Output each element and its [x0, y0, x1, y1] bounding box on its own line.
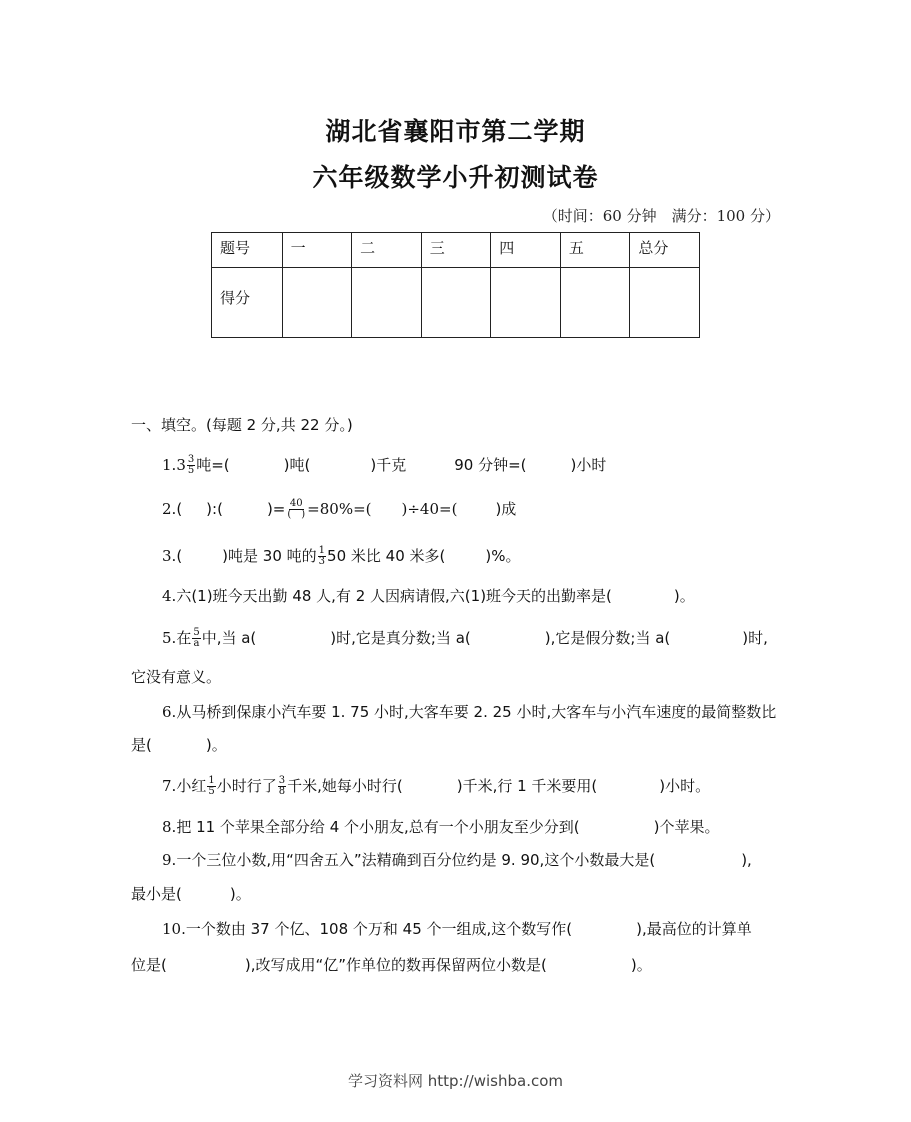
question-text: )%。: [485, 547, 521, 565]
question-8: [162, 817, 720, 837]
fraction: [207, 776, 215, 797]
question-number: 3.: [162, 547, 177, 565]
fraction: [192, 628, 200, 649]
question-text: )小时: [570, 456, 607, 474]
question-text: )。: [229, 885, 251, 903]
question-text: )。: [630, 956, 652, 974]
footer-watermark: 学习资料网 http://wishba.com: [348, 1072, 563, 1090]
page-title: 湖北省襄阳市第二学期: [325, 117, 586, 146]
fraction-denominator: 8: [278, 786, 286, 797]
fraction-numerator: 1: [208, 775, 215, 786]
score-table-header-cell: 题号: [212, 233, 283, 268]
question-number: 6.: [162, 703, 177, 721]
exam-info: （时间：60 分钟 满分：100 分）: [542, 207, 780, 225]
question-text: )个苹果。: [653, 818, 720, 836]
score-cell[interactable]: [421, 268, 491, 338]
question-text: )小时。: [659, 777, 711, 795]
question-text: =80%=(: [307, 500, 372, 518]
whole-part: 3: [176, 456, 186, 474]
score-table-header-cell: 五: [560, 233, 630, 268]
question-10: [162, 919, 752, 939]
question-text: 一个三位小数,用“四舍五入”法精确到百分位约是 9. 90,这个小数最大是(: [176, 851, 656, 869]
score-table-score-row: [212, 268, 700, 338]
score-cell[interactable]: [491, 268, 561, 338]
score-table-header-cell: 三: [421, 233, 491, 268]
question-text: ),: [741, 851, 752, 869]
fraction-numerator: 3: [187, 454, 195, 465]
question-9: [162, 850, 752, 870]
question-text: 从马桥到保康小汽车要 1. 75 小时,大客车要 2. 25 小时,大客车与小汽车速度的最简整数比: [176, 703, 777, 721]
question-3: [162, 546, 520, 567]
question-text: 小时行了: [216, 777, 277, 795]
question-number: 2.: [162, 500, 177, 518]
fraction-numerator: 3: [278, 775, 286, 786]
question-number: 9.: [162, 851, 177, 869]
question-number: 5.: [162, 629, 177, 647]
score-cell[interactable]: [630, 268, 700, 338]
question-text: 50 米比 40 米多(: [327, 547, 446, 565]
question-6-continued: [131, 735, 227, 755]
question-text: )。: [673, 587, 695, 605]
fraction-numerator: 40: [289, 498, 303, 509]
score-table: [211, 232, 700, 338]
question-text: 小红: [176, 777, 207, 795]
question-text: ):(: [206, 500, 223, 518]
question-text: )成: [495, 500, 517, 518]
question-text: 最小是(: [131, 885, 182, 903]
score-cell[interactable]: [352, 268, 422, 338]
section-heading: 一、填空。(每题 2 分,共 22 分。): [131, 416, 353, 434]
score-table-header-row: [212, 233, 700, 268]
fraction: [318, 546, 326, 567]
question-number: 7.: [162, 777, 177, 795]
score-row-label: 得分: [212, 268, 283, 338]
fraction: [286, 499, 306, 520]
question-number: 8.: [162, 818, 177, 836]
fraction-denominator: a: [193, 638, 200, 649]
fraction: [278, 776, 286, 797]
score-table-header-cell: 四: [491, 233, 561, 268]
question-6: [162, 702, 776, 722]
score-table-header-cell: 总分: [630, 233, 700, 268]
question-text: )千克: [370, 456, 407, 474]
question-text: )时,它是真分数;当 a(: [330, 629, 471, 647]
question-5-continued: 它没有意义。: [131, 668, 222, 686]
score-cell[interactable]: [560, 268, 630, 338]
fraction: [187, 455, 195, 476]
score-cell[interactable]: [282, 268, 352, 338]
question-text: 吨=(: [196, 456, 230, 474]
score-table-header-cell: 一: [282, 233, 352, 268]
fraction-denominator: 5: [208, 786, 215, 797]
question-text: (: [176, 500, 183, 518]
question-4: [162, 586, 695, 606]
question-7: [162, 776, 710, 797]
question-number: 10.: [162, 920, 186, 938]
question-text: )时,: [742, 629, 768, 647]
question-9-continued: [131, 884, 251, 904]
page-subtitle: 六年级数学小升初测试卷: [312, 163, 599, 192]
fraction-denominator: 3: [318, 556, 326, 567]
question-number: 1.: [162, 456, 177, 474]
question-text: 六(1)班今天出勤 48 人,有 2 人因病请假,六(1)班今天的出勤率是(: [176, 587, 612, 605]
question-text: )。: [205, 736, 227, 754]
question-1: [162, 455, 606, 476]
question-text: 中,当 a(: [201, 629, 257, 647]
question-text: )=: [266, 500, 286, 518]
question-text: 位是(: [131, 956, 167, 974]
question-text: )吨是 30 吨的: [222, 547, 317, 565]
fraction-denominator: ( ): [287, 509, 306, 520]
score-table-header-cell: 二: [352, 233, 422, 268]
question-text: 在: [176, 629, 192, 647]
question-text: ),改写成用“亿”作单位的数再保留两位小数是(: [244, 956, 547, 974]
question-text: (: [176, 547, 183, 565]
question-text: 一个数由 37 个亿、108 个万和 45 个一组成,这个数写作(: [185, 920, 573, 938]
fraction-numerator: 1: [318, 545, 326, 556]
question-text: 是(: [131, 736, 152, 754]
question-10-continued: [131, 955, 652, 975]
question-text: 千米,她每小时行(: [287, 777, 403, 795]
fraction-numerator: 5: [193, 627, 200, 638]
question-2: [162, 499, 516, 520]
question-text: ),最高位的计算单: [636, 920, 752, 938]
question-text: 把 11 个苹果全部分给 4 个小朋友,总有一个小朋友至少分到(: [176, 818, 580, 836]
question-number: 4.: [162, 587, 177, 605]
question-text: ),它是假分数;当 a(: [544, 629, 671, 647]
question-text: )吨(: [283, 456, 311, 474]
question-text: )千米,行 1 千米要用(: [456, 777, 598, 795]
fraction-denominator: 5: [187, 465, 195, 476]
question-text: )÷40=(: [401, 500, 458, 518]
question-5: [162, 628, 768, 649]
question-text: 90 分钟=(: [454, 456, 527, 474]
